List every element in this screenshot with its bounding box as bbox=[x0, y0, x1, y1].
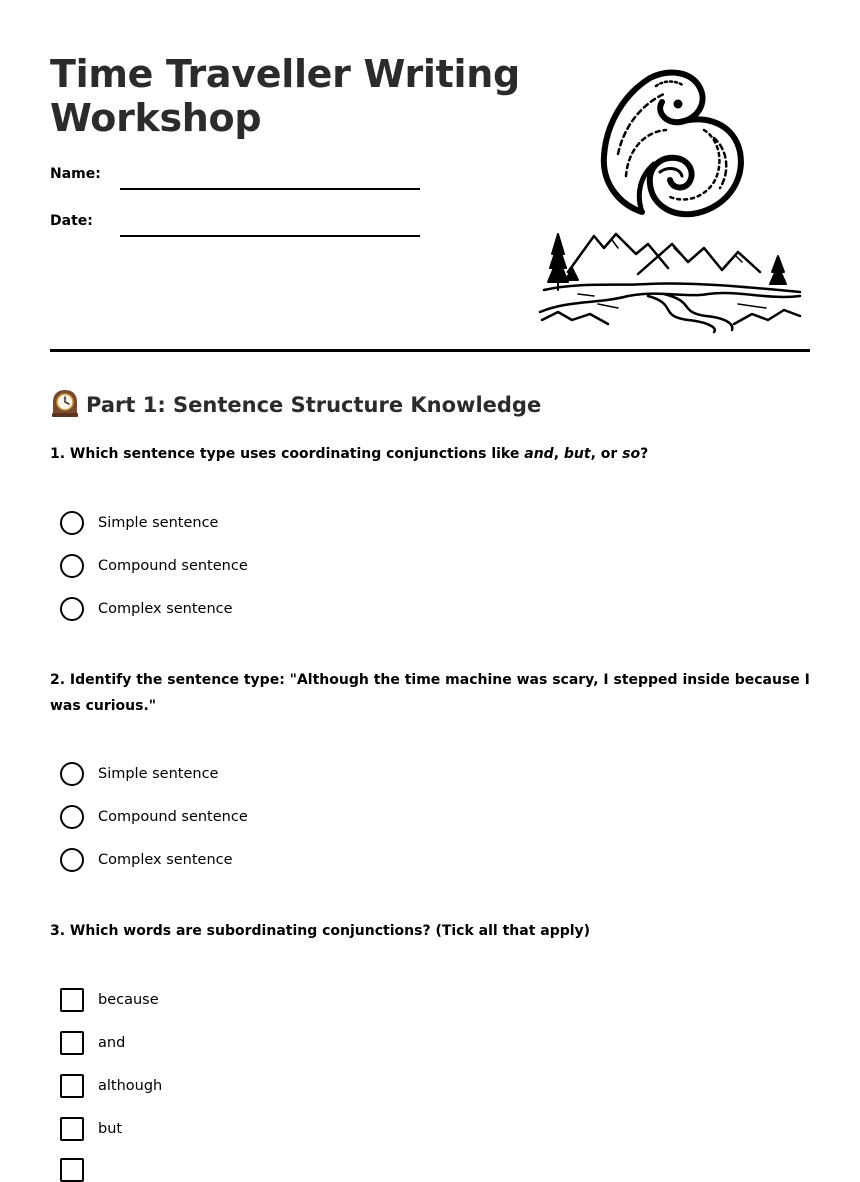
radio-button[interactable] bbox=[60, 762, 84, 786]
option-label: Compound sentence bbox=[98, 809, 248, 825]
option-label: although bbox=[98, 1078, 163, 1094]
option-label: Simple sentence bbox=[98, 766, 219, 782]
option-label: because bbox=[98, 992, 159, 1008]
name-field bbox=[50, 166, 430, 196]
part1-heading-text: Part 1: Sentence Structure Knowledge bbox=[86, 393, 542, 417]
q2-option-compound[interactable] bbox=[60, 805, 460, 829]
page-title: Time Traveller Writing Workshop bbox=[50, 52, 520, 140]
option-label: Complex sentence bbox=[98, 852, 233, 868]
option-label: Complex sentence bbox=[98, 601, 233, 617]
date-label: Date: bbox=[50, 213, 93, 229]
q1-option-complex[interactable] bbox=[60, 597, 460, 621]
koru-spiral-illustration bbox=[596, 64, 746, 224]
option-label: Simple sentence bbox=[98, 515, 219, 531]
q2-option-simple[interactable] bbox=[60, 762, 460, 786]
radio-button[interactable] bbox=[60, 848, 84, 872]
question-1-emphasis-so: so bbox=[622, 446, 641, 462]
q2-option-complex[interactable] bbox=[60, 848, 460, 872]
date-field bbox=[50, 213, 430, 243]
question-1-emphasis-and: and bbox=[524, 446, 554, 462]
checkbox[interactable] bbox=[60, 1117, 84, 1141]
question-1-separator: , bbox=[553, 446, 564, 462]
option-label: and bbox=[98, 1035, 126, 1051]
mountain-river-landscape-illustration bbox=[538, 224, 804, 334]
q3-option-and[interactable] bbox=[60, 1031, 460, 1055]
part1-heading bbox=[50, 388, 541, 421]
q3-option-next[interactable] bbox=[60, 1158, 460, 1182]
question-1-emphasis-but: but bbox=[563, 446, 591, 462]
radio-button[interactable] bbox=[60, 805, 84, 829]
radio-button[interactable] bbox=[60, 511, 84, 535]
question-1-separator: , or bbox=[590, 446, 623, 462]
radio-button[interactable] bbox=[60, 554, 84, 578]
question-2: 2. Identify the sentence type: "Although the time machine was scary, I stepped inside because I was curious." bbox=[50, 672, 810, 714]
question-1 bbox=[50, 441, 810, 467]
q1-option-simple[interactable] bbox=[60, 511, 460, 535]
option-label: Compound sentence bbox=[98, 558, 248, 574]
question-1-text: 1. Which sentence type uses coordinating conjunctions like bbox=[50, 446, 525, 462]
name-label: Name: bbox=[50, 166, 101, 182]
date-input-line[interactable] bbox=[120, 235, 420, 237]
checkbox[interactable] bbox=[60, 988, 84, 1012]
name-input-line[interactable] bbox=[120, 188, 420, 190]
checkbox[interactable] bbox=[60, 1031, 84, 1055]
checkbox[interactable] bbox=[60, 1074, 84, 1098]
q3-option-although[interactable] bbox=[60, 1074, 460, 1098]
radio-button[interactable] bbox=[60, 597, 84, 621]
mantelpiece-clock-icon bbox=[50, 388, 80, 418]
question-1-suffix: ? bbox=[640, 446, 649, 462]
q3-option-because[interactable] bbox=[60, 988, 460, 1012]
q1-option-compound[interactable] bbox=[60, 554, 460, 578]
question-3: 3. Which words are subordinating conjunctions? (Tick all that apply) bbox=[50, 923, 591, 939]
q3-option-but[interactable] bbox=[60, 1117, 460, 1141]
checkbox[interactable] bbox=[60, 1158, 84, 1182]
option-label: but bbox=[98, 1121, 123, 1137]
header-divider bbox=[50, 349, 810, 352]
